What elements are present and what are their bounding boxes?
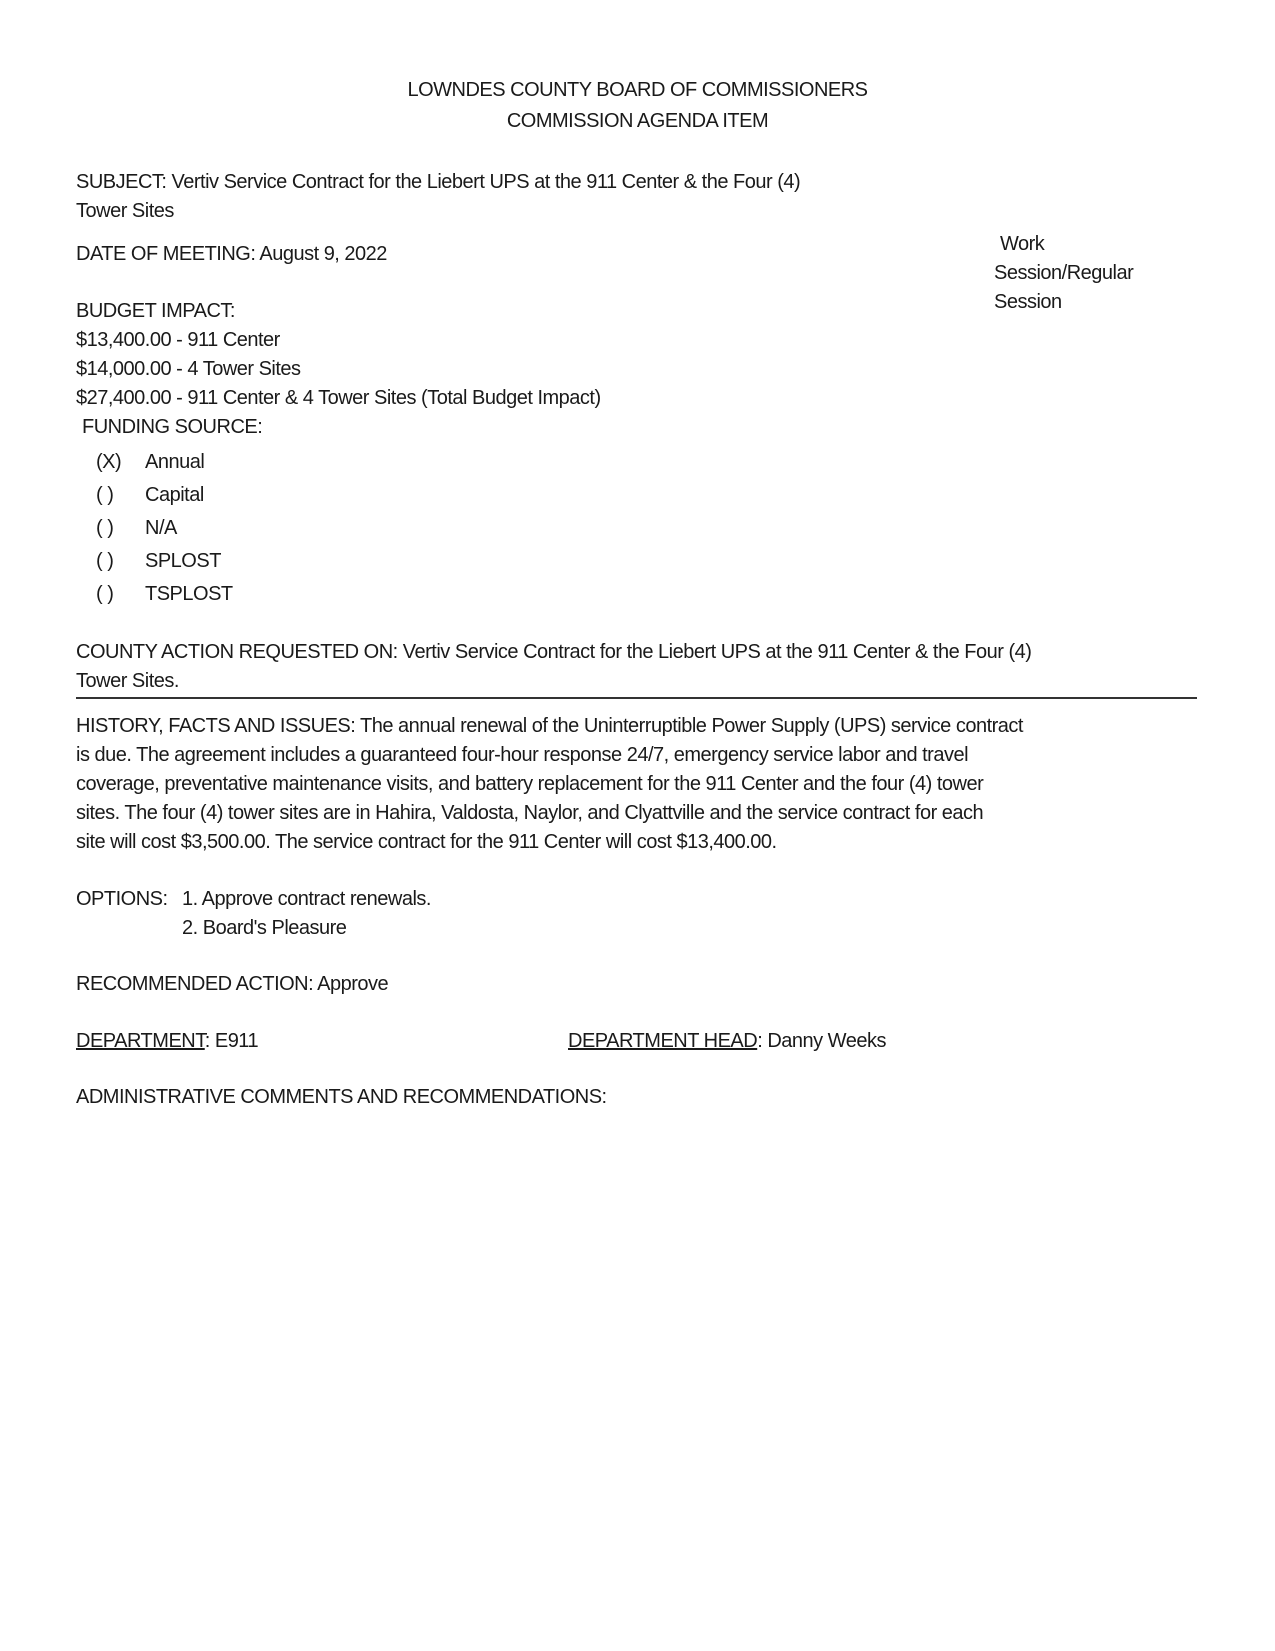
- history-line: site will cost $3,500.00. The service contract for the 911 Center will cost $13,400.00.: [76, 831, 777, 853]
- header-title: LOWNDES COUNTY BOARD OF COMMISSIONERS: [407, 79, 868, 101]
- funding-mark: ( ): [96, 550, 114, 572]
- history-line: sites. The four (4) tower sites are in Hahira, Valdosta, Naylor, and Clyattville and the service contract for each: [76, 802, 984, 824]
- funding-option: N/A: [145, 517, 177, 539]
- history-line: coverage, preventative maintenance visits, and battery replacement for the 911 Center and the four (4) tower: [76, 773, 984, 795]
- action-requested-line-2: Tower Sites.: [76, 670, 179, 692]
- budget-label: BUDGET IMPACT:: [76, 300, 235, 322]
- funding-option: Capital: [145, 484, 204, 506]
- funding-mark: ( ): [96, 583, 114, 605]
- subject-line-2: Tower Sites: [76, 200, 174, 222]
- funding-mark: (X): [96, 451, 122, 473]
- department: [76, 1027, 258, 1056]
- budget-total: $27,400.00 - 911 Center & 4 Tower Sites (Total Budget Impact): [76, 387, 601, 409]
- history-line: is due. The agreement includes a guaranteed four-hour response 24/7, emergency service labor and travel: [76, 744, 969, 766]
- option-item: 2. Board's Pleasure: [182, 917, 347, 939]
- department-head-label: DEPARTMENT HEAD: [568, 1030, 758, 1052]
- budget-item: $14,000.00 - 4 Tower Sites: [76, 358, 301, 380]
- session-line-2: Session/Regular: [994, 262, 1134, 284]
- option-item: 1. Approve contract renewals.: [182, 888, 431, 910]
- session-line-1: Work: [1000, 233, 1045, 255]
- department-value: : E911: [204, 1030, 259, 1052]
- budget-item: $13,400.00 - 911 Center: [76, 329, 280, 351]
- funding-option: TSPLOST: [145, 583, 233, 605]
- header-subtitle: COMMISSION AGENDA ITEM: [506, 110, 769, 132]
- divider: [76, 697, 1197, 699]
- funding-label: FUNDING SOURCE:: [82, 416, 263, 438]
- funding-option: SPLOST: [145, 550, 221, 572]
- department-label: DEPARTMENT: [76, 1030, 205, 1052]
- session-line-3: Session: [994, 291, 1062, 313]
- options-label: OPTIONS:: [76, 888, 168, 910]
- subject-line-1: SUBJECT: Vertiv Service Contract for the Liebert UPS at the 911 Center & the Four (4): [76, 171, 801, 193]
- history-line: HISTORY, FACTS AND ISSUES: The annual renewal of the Uninterruptible Power Supply (UPS) service contract: [76, 715, 1023, 737]
- meeting-date: DATE OF MEETING: August 9, 2022: [76, 243, 387, 265]
- department-head-value: : Danny Weeks: [757, 1030, 886, 1052]
- admin-comments-heading: ADMINISTRATIVE COMMENTS AND RECOMMENDATIONS:: [76, 1086, 607, 1108]
- department-head: [568, 1027, 886, 1056]
- action-requested-line-1: COUNTY ACTION REQUESTED ON: Vertiv Service Contract for the Liebert UPS at the 911 Center & the Four (4): [76, 641, 1032, 663]
- funding-mark: ( ): [96, 484, 114, 506]
- funding-mark: ( ): [96, 517, 114, 539]
- recommended-action: RECOMMENDED ACTION: Approve: [76, 973, 389, 995]
- funding-option: Annual: [145, 451, 205, 473]
